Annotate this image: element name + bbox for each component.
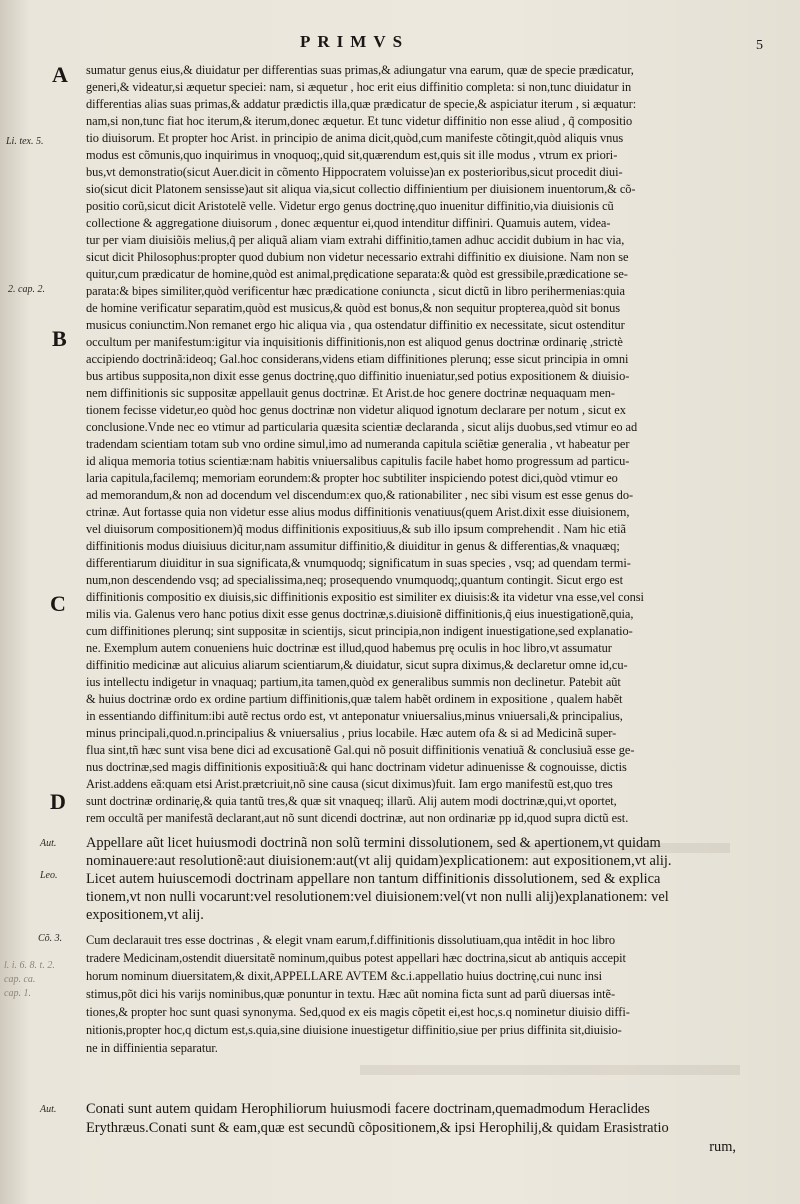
body-line: differentias alias suas primas,& addatur prædictis illa,quæ prædicatur de specie,& aspiciatur iterum , si æquatur: (86, 97, 637, 111)
body-line: occultum per manifestum:igitur via inquisitionis diffinitionis,non est aliquod genus doctrinæ ordinarię ,strictè (86, 335, 623, 349)
margin-note-cap: 2. cap. 2. (8, 284, 45, 295)
body-line: nam,si non,tunc fiat hoc iterum,& iterum,donec æquetur. Et tunc videtur diffinitio non esse aliud , q̃ compositio (86, 114, 633, 128)
closing-excerpt-line: rum, (709, 1139, 736, 1155)
body-line: in essentiando diffinitum:ibi autẽ rectus ordo est, vt anteponatur vniuersalius,minus vniuersali,& principalius, (86, 709, 623, 723)
body-line: collectione & aggregatione diuisorum , donec æquentur ei,quod intenditur diffiniri. Quamuis autem, videa- (86, 216, 611, 230)
body-line: accipiendo doctrinã:ideoq; Gal.hoc considerans,videns etiam diffinitiones plerunq; esse sicut principia in omni (86, 352, 629, 366)
margin-note-aut-1: Aut. (40, 838, 57, 849)
margin-note-co3: Cõ. 3. (38, 933, 63, 944)
section-letter-a: A (52, 62, 68, 87)
body-line: sunt doctrinæ ordinarię,& quia tantũ tres,& quæ sit vnaqueq; illarũ. Alij autem modi doctrinæ,qui,vt oportet, (86, 794, 617, 808)
body-line: positio corũ,sicut dicit Aristotelẽ velle. Videtur ergo genus doctrinę,quo inuenitur diffinitio,via diuisionis cũ (86, 199, 614, 213)
margin-note-ltex: Li. tex. 5. (6, 136, 44, 147)
body-line: nem diffinitionis sic suppositæ appellauit genus doctrinæ. Et Arist.de hoc genere doctrinæ nequaquam men- (86, 386, 615, 400)
margin-note-fragment: l. i. 6. 8. t. 2. (4, 960, 55, 971)
body-line: tionem fecisse videtur,eo quòd hoc genus doctrinæ non videtur aliquod ignotum declarare per notum , sicut ex (86, 403, 626, 417)
body-line: diffinitionis modus diuisiuus dicitur,nam assumitur diffinitio,& diuiditur in genus & differentias,& vnaquæq; (86, 539, 620, 553)
margin-note-aut-2: Aut. (40, 1104, 57, 1115)
commentary-line: tiones,& propter hoc sunt quasi synonyma. Sed,quod ex eis magis cõpetit ei,est hoc,s.q nominetur diuisio diffi- (86, 1005, 630, 1019)
body-line: musicus coniunctim.Non remanet ergo hic aliqua via , qua ostendatur diffinitio ex necessitate, sicut ostenditur (86, 318, 625, 332)
body-line: milis via. Galenus vero hanc potius dixit esse genus doctrinæ,s.diuisionẽ diffinitionis,q̃ eius inuestigationẽ,quia, (86, 607, 634, 621)
commentary-line: nitionis,propter hoc,q dictum est,s.quia,sine diuisione inuestigetur diffinitio,siue per prius diffinita sit,diuisio- (86, 1023, 622, 1037)
show-through-shading (360, 1065, 740, 1075)
body-line: Arist.addens eã:quam etsi Arist.prætcriuit,nõ sine causa (sicut diximus)fuit. Iam ergo manifestũ est,quo tres (86, 777, 613, 791)
body-line: conclusione.Vnde nec eo vtimur ad particularia quæsita scientiæ declaranda , sicut alijs duobus,sed vtimur eo ad (86, 420, 638, 434)
text-excerpt-line: nominauere:aut resolutionẽ:aut diuisionem:aut(vt alij quidam)explicationem: aut expositionem,vt alij. (86, 853, 672, 869)
body-line: sumatur genus eius,& diuidatur per differentias suas primas,& adiungatur vna earum, quæ de specie prædicatur, (86, 63, 634, 77)
commentary-line: horum nominum diuersitatem,& dixit,APPELLARE AVTEM &c.i.appellatio huius doctrinę,cui nunc insi (86, 969, 603, 983)
body-line: differentiarum diuiditur in sua significata,& vnumquodq; significatum in suas species , vsq; ad quendam termi- (86, 556, 631, 570)
body-line: rem occultã per manifestã declarant,aut nõ sunt dicendi doctrinæ, aut non ordinariæ pp id,quod supra dictũ est. (86, 811, 629, 825)
text-excerpt-line: tionem,vt non nulli vocarunt:vel resolutionem:vel diuisionem:vel(vt non nulli alij)explanationem: vel (86, 889, 669, 905)
margin-note-fragment: cap. 1. (4, 988, 31, 999)
body-line: ius intellectu indigetur in vnaquaq; partium,ita tamen,quòd ex generalibus summis non declinetur. Patebit aũt (86, 675, 621, 689)
commentary-line: Cum declarauit tres esse doctrinas , & elegit vnam earum,f.diffinitionis dissolutiuam,qua intẽdit in hoc libro (86, 933, 616, 947)
section-letter-b: B (52, 326, 67, 351)
body-line: parata:& bipes similiter,quòd verificentur hæc prædicatione coniuncta , sicut dictũ in libro perihermenias:quia (86, 284, 625, 298)
body-line: ne. Exemplum autem conueniens huic doctrinæ est illud,quod habemus prę oculis in hoc libro,vt assumatur (86, 641, 612, 655)
margin-note-leo: Leo. (40, 870, 58, 881)
commentary-line: stimus,põt dici his varijs nominibus,quæ ponuntur in textu. Hæc aũt nomina ficta sunt ad parũ diuersas intẽ- (86, 987, 616, 1001)
section-letter-d: D (50, 789, 66, 814)
body-line: vel diuisorum compositionem)q̃ modus diffinitionis expositiuus,& sub illo ipsum comprehendit . Nam hic etiã (86, 522, 626, 536)
body-line: num,non descendendo vsq; ad specialissima,neq; prosequendo vnumquodq;,quantum contingit. Sicut ergo est (86, 573, 623, 587)
page-number: 5 (756, 38, 763, 53)
closing-excerpt-line: Erythræus.Conati sunt & eam,quæ est secundũ cõpositionem,& ipsi Herophilij,& quidam Erasistratio (86, 1120, 669, 1136)
body-line: minus principali,quod.n.principalius & vniuersalius , prius locabile. Hæc autem ofa & si ad Medicinã super- (86, 726, 617, 740)
body-line: nus doctrinæ,sed magis diffinitionis expositiuã:& qui hanc doctrinam videtur adinuenisse & cognouisse, dictis (86, 760, 627, 774)
running-title: PRIMVS (300, 32, 410, 51)
commentary-line: ne in diffinientia separatur. (86, 1041, 218, 1055)
body-line: de homine verificatur separatim,quòd est musicus,& quòd est bonus,& non sequitur propterea,quòd sit bonus (86, 301, 620, 315)
margin-note-fragment: cap. ca. (4, 974, 36, 985)
text-excerpt-line: expositionem,vt alij. (86, 907, 204, 923)
body-line: laria capitula,facilemq; memoriam eorundem:& propter hoc subtiliter inspiciendo potest dici,quòd vtimur eo (86, 471, 618, 485)
body-line: quitur,cum prædicatur de homine,quòd est animal,prędicatione separata:& quòd est gressibile,prædicatione se- (86, 267, 628, 281)
body-line: bus,vt demonstratio(sicut Auer.dicit in cõmento Hippocratem voluisse)an ex posterioribus,sicut procedit diui- (86, 165, 623, 179)
body-line: modus est cõmunis,quo inquirimus in vnoquoq;,quid sit,quærendum est,quis sit ille modus , vtrum ex priori- (86, 148, 618, 162)
section-letter-c: C (50, 591, 66, 616)
body-line: generi,& videatur,si æquetur speciei: nam, si æquetur , hoc erit eius diffinitio completa: si non,tunc diuidatur in (86, 80, 632, 94)
body-line: tio diuisorum. Et propter hoc Arist. in principio de anima dicit,quòd,cum manifeste cõtingit,quòd aliquis vnus (86, 131, 624, 145)
body-line: tradendam scientiam totam sub vno ordine simul,imo ad numeranda capitula sciẽtiæ generalia , vt habeatur per (86, 437, 630, 451)
text-excerpt-line: Appellare aũt licet huiusmodi doctrinã non solũ termini dissolutionem, sed & apertionem,vt quidam (86, 835, 661, 851)
closing-excerpt-line: Conati sunt autem quidam Herophiliorum huiusmodi facere doctrinam,quemadmodum Heraclides (86, 1101, 650, 1117)
body-line: id aliqua memoria totius scientiæ:nam habitis vniuersalibus capitulis facile habet homo progressum ad particu- (86, 454, 630, 468)
text-excerpt-line: Licet autem huiuscemodi doctrinam appellare non tantum diffinitionis dissolutionem, sed & explica (86, 871, 661, 887)
body-line: flua sint,tñ hæc sunt visa bene dici ad excusationẽ Gal.qui nõ posuit diffinitionis venatiuã & conclusiuã esse ge- (86, 743, 635, 757)
body-line: & huius doctrinæ ordo ex ordine partium diffinitionis,quæ talem habẽt ordinem in expositione , qualem habẽt (86, 692, 623, 706)
body-line: diffinitio medicinæ aut alicuius aliarum scientiarum,& diuidatur, sicut supra diximus,& declaretur omne id,cu- (86, 658, 628, 672)
body-line: diffinitionis compositio ex diuisis,sic diffinitionis expositio est similiter ex diuisis:& ita videtur vna esse,vel consi (86, 590, 644, 604)
body-line: bus artibus supposita,non dixit esse genus doctrinę,quo diffinitio inueniatur,sed potius expositionem & diuisio- (86, 369, 630, 383)
body-line: cum diffinitiones plerunq; sint suppositæ in scientijs, sicut principia,non indigent inuestigatione,sed explanatio- (86, 624, 633, 638)
body-line: ctrinæ. Aut fortasse quia non videtur esse alius modus diffinitionis venatiuus(quem Arist.dixit esse diuisionem, (86, 505, 630, 519)
body-line: sio(sicut dicit Platonem sensisse)aut sit aliqua via,sicut collectio diffinientium per diuisionem inuentorum,& cõ- (86, 182, 636, 196)
body-line: tur per viam diuisiõis melius,q̃ per aliquã aliam viam extrahi diffinitio,tamen adhuc accidit dubium in hac via, (86, 233, 625, 247)
body-line: ad memorandum,& non ad docendum vel discendum:ex quo,& rationabiliter , nec sibi visum est esse genus do- (86, 488, 634, 502)
commentary-line: tradere Medicinam,ostendit diuersitatẽ nominum,quibus potest appellari hæc doctrina,sicut ab antiquis accepit (86, 951, 626, 965)
body-line: sicut dicit Philosophus:propter quod dubium non videtur necessario extrahi diffinitio ex diuisione. Nam non se (86, 250, 629, 264)
page-header (0, 30, 800, 60)
